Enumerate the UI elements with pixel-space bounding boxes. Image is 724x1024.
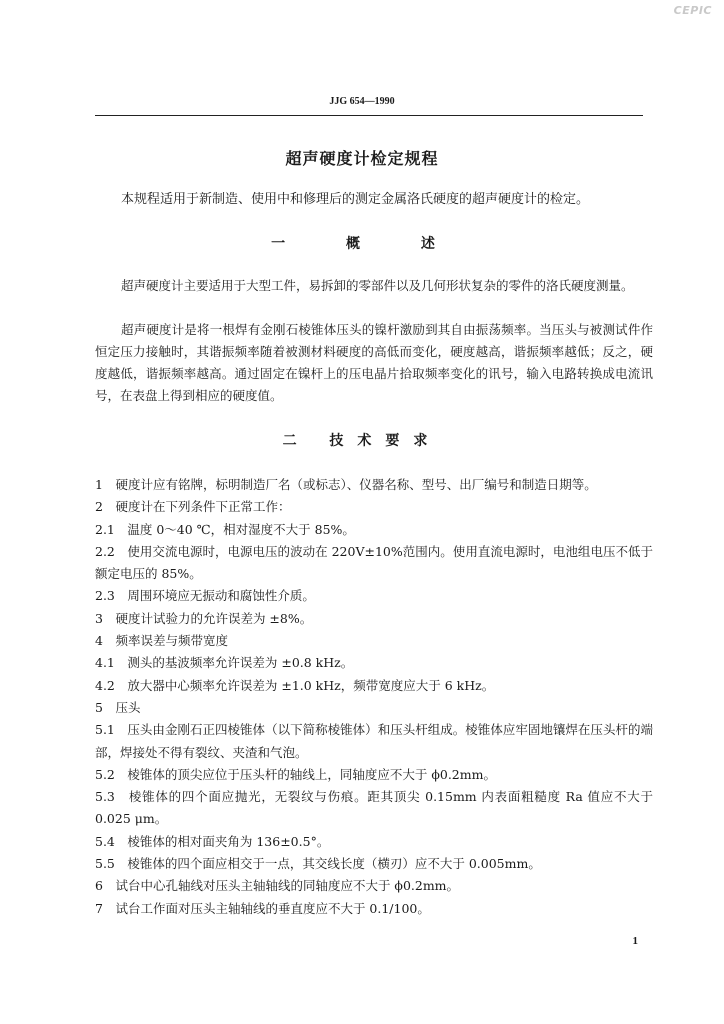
list-item: 4.1 测头的基波频率允许误差为 ±0.8 kHz。 <box>95 655 354 671</box>
scope-statement: 本规程适用于新制造、使用中和修理后的测定金属洛氏硬度的超声硬度计的检定。 <box>121 192 590 207</box>
standard-code: JJG 654—1990 <box>329 96 395 107</box>
list-item: 6 试台中心孔轴线对压头主轴轴线的同轴度应不大于 ϕ0.2mm。 <box>95 878 460 894</box>
list-item: 5.4 棱锥体的相对面夹角为 136±0.5°。 <box>95 833 330 849</box>
list-item: 4 频率误差与频带宽度 <box>95 633 228 649</box>
paragraph: 超声硬度计是将一根焊有金刚石棱锥体压头的镍杆激励到其自由振荡频率。当压头与被测试件作恒定压力接触时，其谐振频率随着被测材料硬度的高低而变化，硬度越高，谐振频率越低；反之，硬度越低，谐振频率越高。通过固定在镍杆上的压电晶片拾取频率变化的讯号，输入电路转换成电流讯号，在表盘上得到相应的硬度值。 <box>95 322 653 403</box>
list-item: 2.2 使用交流电源时，电源电压的波动在 220V±10%范围内。使用直流电源时，电池组电压不低于额定电压的 85%。 <box>95 543 653 582</box>
header-rule <box>95 115 643 116</box>
list-item: 3 硬度计试验力的允许误差为 ±8%。 <box>95 610 313 626</box>
list-item: 2.1 温度 0～40 ℃，相对湿度不大于 85%。 <box>95 521 355 537</box>
list-item: 5.5 棱锥体的四个面应相交于一点，其交线长度（横刃）应不大于 0.005mm。 <box>95 856 541 872</box>
section-heading-technical-requirements: 二 技术要求 <box>282 433 442 449</box>
watermark-logo: CEPIC <box>673 4 712 17</box>
section-heading-overview: 一 概 述 <box>271 236 453 252</box>
page-number: 1 <box>632 935 638 947</box>
list-item: 1 硬度计应有铭牌，标明制造厂名（或标志）、仪器名称、型号、出厂编号和制造日期等。 <box>95 477 597 492</box>
list-item: 5.3 棱锥体的四个面应抛光，无裂纹与伤痕。距其顶尖 0.15mm 内表面粗糙度 Ra 值应不大于 0.025 μm。 <box>95 789 653 827</box>
list-item: 4.2 放大器中心频率允许误差为 ±1.0 kHz，频带宽度应大于 6 kHz。 <box>95 677 495 693</box>
list-item: 5 压头 <box>95 699 141 715</box>
requirements-list <box>95 474 653 920</box>
paragraph: 超声硬度计主要适用于大型工件，易拆卸的零部件以及几何形状复杂的零件的洛氏硬度测量。 <box>121 278 634 293</box>
list-item: 7 试台工作面对压头主轴轴线的垂直度应不大于 0.1/100。 <box>95 900 430 916</box>
list-item: 2.3 周围环境应无振动和腐蚀性介质。 <box>95 588 315 604</box>
list-item: 5.1 压头由金刚石正四棱锥体（以下简称棱锥体）和压头杆组成。棱锥体应牢固地镶焊在压头杆的端部，焊接处不得有裂纹、夹渣和气泡。 <box>95 722 653 760</box>
list-item: 5.2 棱锥体的顶尖应位于压头杆的轴线上，同轴度应不大于 ϕ0.2mm。 <box>95 766 496 782</box>
list-item: 2 硬度计在下列条件下正常工作： <box>95 499 291 515</box>
document-title: 超声硬度计检定规程 <box>285 149 439 168</box>
